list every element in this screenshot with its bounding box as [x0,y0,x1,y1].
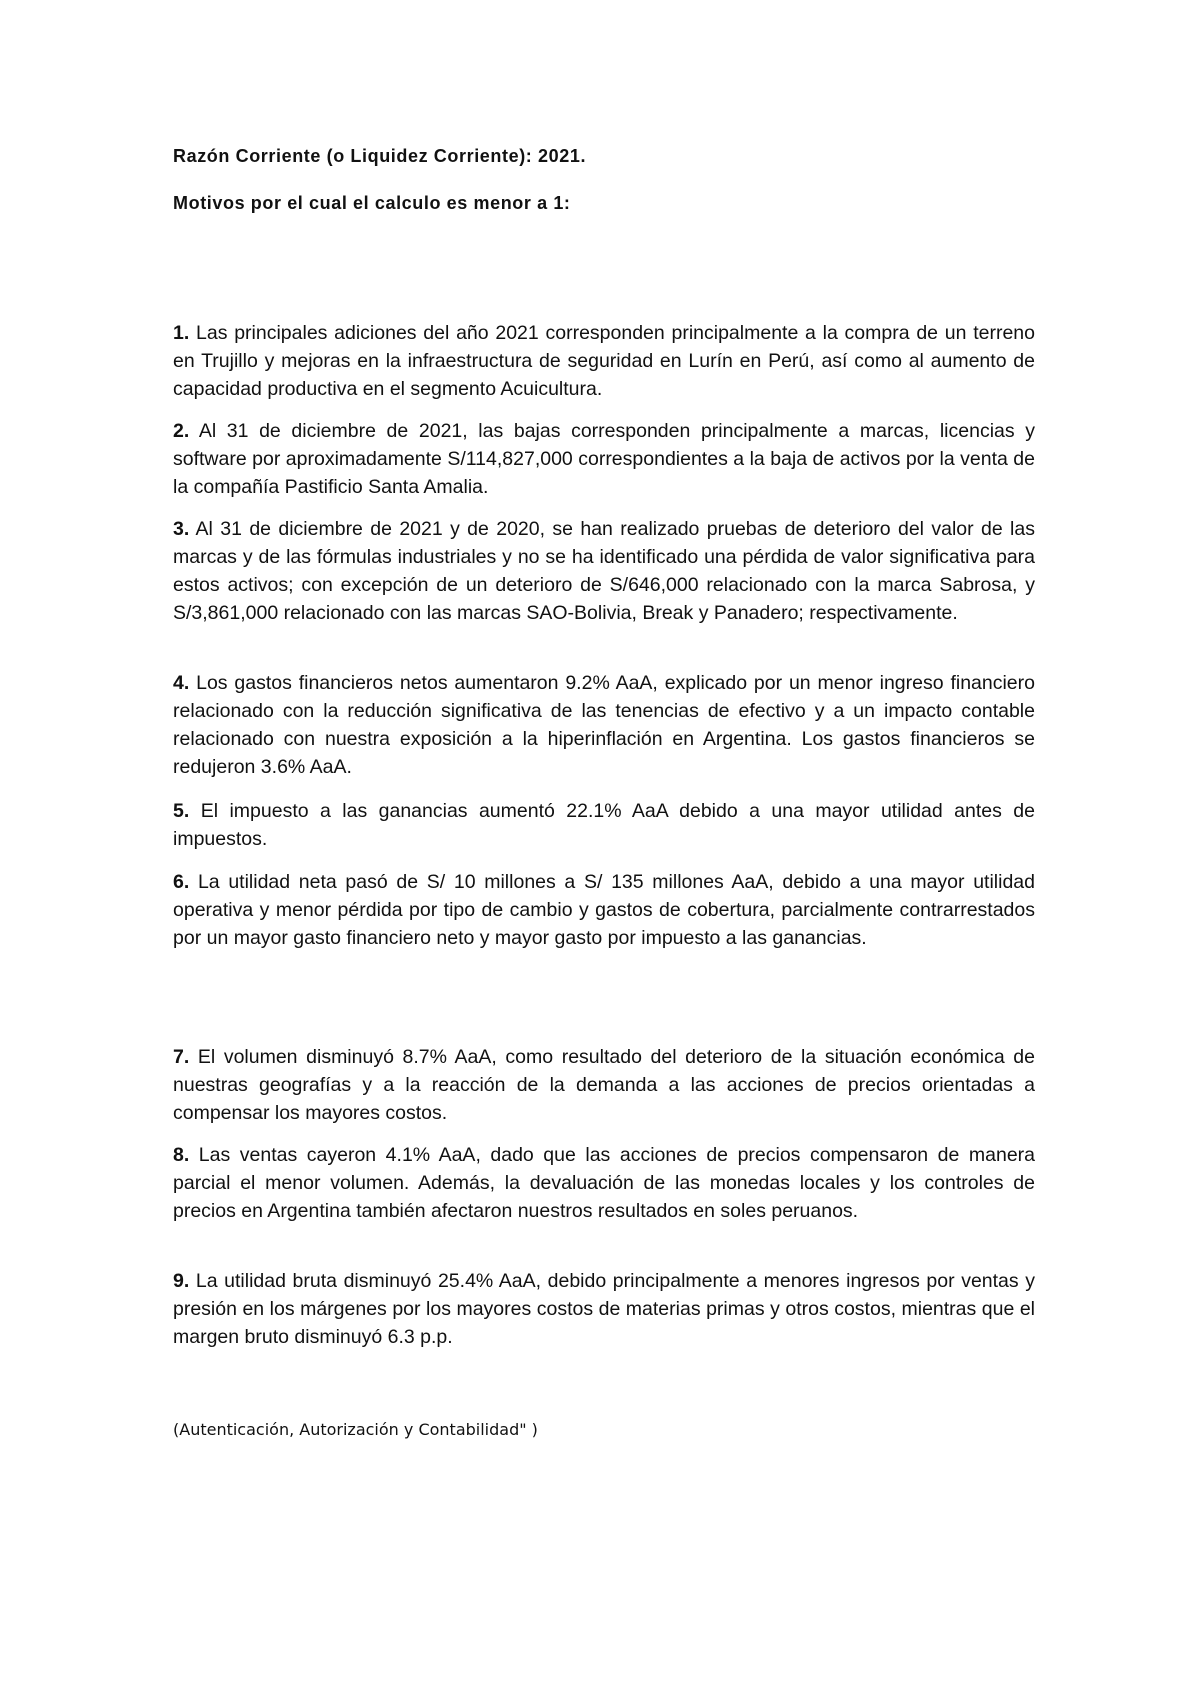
footer-note: (Autenticación, Autorización y Contabilidad" ) [173,1420,538,1439]
item-number: 9. [173,1270,190,1292]
document-page [173,0,1035,1696]
list-item [173,319,1035,403]
item-text: Los gastos financieros netos aumentaron 9.2% AaA, explicado por un menor ingreso financiero relacionado con la reducción significativa de las tenencias de efectivo y a un impacto contable relacionado con nuestra exposición a la hiperinflación en Argentina. Los gastos financieros se redujeron 3.6% AaA. [173,672,1035,778]
list-item [173,515,1035,627]
list-item [173,1267,1035,1351]
item-text: Al 31 de diciembre de 2021, las bajas corresponden principalmente a marcas, licencias y software por aproximadamente S/114,827,000 correspondientes a la baja de activos por la venta de la compañía Pastificio Santa Amalia. [173,420,1035,498]
list-item [173,797,1035,853]
item-number: 7. [173,1046,190,1068]
item-text: La utilidad bruta disminuyó 25.4% AaA, debido principalmente a menores ingresos por ventas y presión en los márgenes por los mayores costos de materias primas y otros costos, mientras que el margen bruto disminuyó 6.3 p.p. [173,1270,1035,1348]
item-text: El impuesto a las ganancias aumentó 22.1% AaA debido a una mayor utilidad antes de impuestos. [173,800,1035,850]
list-item [173,669,1035,781]
item-number: 3. [173,518,190,540]
item-text: La utilidad neta pasó de S/ 10 millones a S/ 135 millones AaA, debido a una mayor utilidad operativa y menor pérdida por tipo de cambio y gastos de cobertura, parcialmente contrarrestados por un mayor gasto financiero neto y mayor gasto por impuesto a las ganancias. [173,871,1035,949]
item-number: 6. [173,871,190,893]
list-item [173,868,1035,952]
document-subtitle: Motivos por el cual el calculo es menor a 1: [173,193,571,213]
item-number: 8. [173,1144,190,1166]
item-text: Al 31 de diciembre de 2021 y de 2020, se han realizado pruebas de deterioro del valor de las marcas y de las fórmulas industriales y no se ha identificado una pérdida de valor significativa para estos activos; con excepción de un deterioro de S/646,000 relacionado con la marca Sabrosa, y S/3,861,000 relacionado con las marcas SAO-Bolivia, Break y Panadero; respectivamente. [173,518,1035,624]
document-title: Razón Corriente (o Liquidez Corriente): 2021. [173,146,587,166]
item-number: 2. [173,420,190,442]
item-number: 1. [173,322,190,344]
item-text: Las principales adiciones del año 2021 corresponden principalmente a la compra de un terreno en Trujillo y mejoras en la infraestructura de seguridad en Lurín en Perú, así como al aumento de capacidad productiva en el segmento Acuicultura. [173,322,1035,400]
list-item [173,417,1035,501]
item-text: Las ventas cayeron 4.1% AaA, dado que las acciones de precios compensaron de manera parcial el menor volumen. Además, la devaluación de las monedas locales y los controles de precios en Argentina también afectaron nuestros resultados en soles peruanos. [173,1144,1035,1222]
list-item [173,1141,1035,1225]
item-number: 5. [173,800,190,822]
item-text: El volumen disminuyó 8.7% AaA, como resultado del deterioro de la situación económica de nuestras geografías y a la reacción de la demanda a las acciones de precios orientadas a compensar los mayores costos. [173,1046,1035,1124]
list-item [173,1043,1035,1127]
item-number: 4. [173,672,190,694]
